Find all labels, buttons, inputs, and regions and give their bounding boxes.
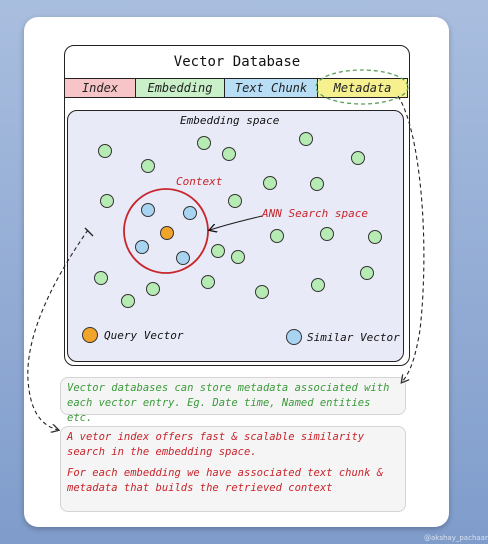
metadata-connector [398, 96, 424, 382]
similar-vector-legend-label: Similar Vector [307, 331, 400, 344]
embedding-space-title: Embedding space [180, 114, 280, 127]
tab-text-chunk: Text Chunk [224, 78, 318, 98]
query-vector-legend-label: Query Vector [104, 329, 184, 342]
index-connector [28, 230, 88, 430]
context-label: Context [176, 175, 223, 188]
context-ring [124, 189, 208, 273]
watermark: @akshay_pachaar [424, 534, 488, 542]
tab-embedding: Embedding [135, 78, 225, 98]
tab-metadata: Metadata [317, 78, 408, 98]
tab-index: Index [64, 78, 136, 98]
index-note-text-2: For each embedding we have associated text chunk & metadata that builds the retrieved context [67, 467, 384, 494]
metadata-note-text: Vector databases can store metadata associated with each vector entry. Eg. Date time, Named entities etc. [67, 382, 390, 424]
index-note-text-1: A vetor index offers fast & scalable similarity search in the embedding space. [67, 431, 365, 458]
database-title: Vector Database [173, 54, 301, 70]
ann-arrow [210, 216, 262, 230]
metadata-highlight-ellipse [316, 70, 408, 104]
ann-search-label: ANN Search space [262, 207, 368, 220]
